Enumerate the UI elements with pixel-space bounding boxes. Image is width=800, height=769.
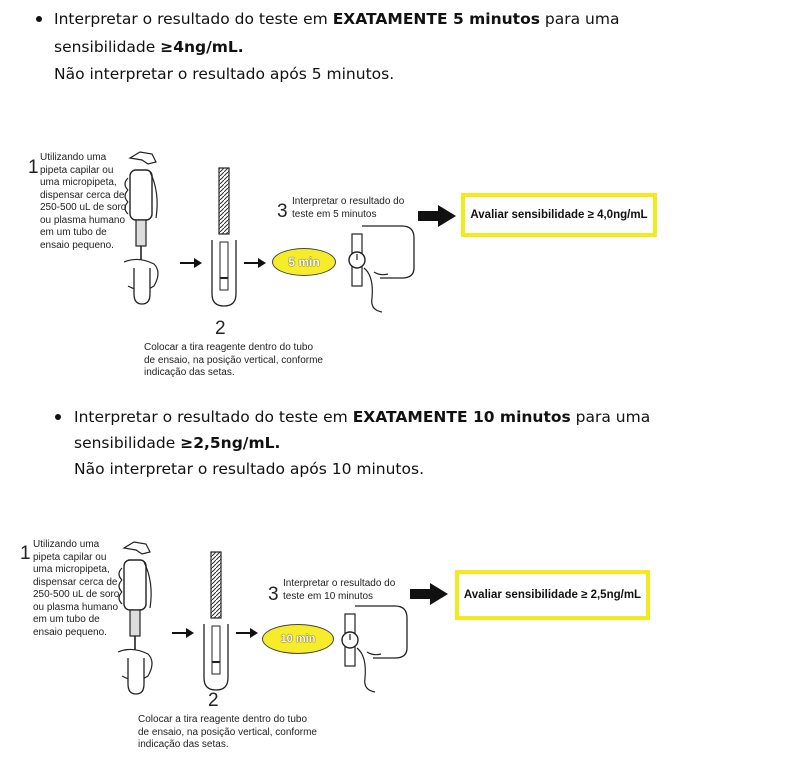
text-line: ensaio pequeno. <box>40 239 114 251</box>
text-line: uma micropipeta, <box>33 564 110 575</box>
text-line: Utilizando uma <box>33 539 100 550</box>
text-line: ensaio pequeno. <box>33 626 107 638</box>
arrow-right-icon <box>236 628 258 638</box>
instruction-line-1 <box>54 6 619 32</box>
text-line: Interpretar o resultado do <box>283 578 396 589</box>
text: para uma <box>570 408 651 426</box>
text-line: pipeta capilar ou <box>33 551 107 563</box>
arrow-right-icon <box>180 258 202 268</box>
text-line: teste em 10 minutos <box>283 590 374 602</box>
text-line: 250-500 uL de soro <box>33 589 120 600</box>
instruction-line-3: Não interpretar o resultado após 10 minutos. <box>74 460 424 478</box>
emphasis: ≥2,5ng/mL. <box>180 434 281 452</box>
bullet-dot <box>36 16 42 22</box>
text: Interpretar o resultado do teste em <box>74 408 353 426</box>
text-line: em um tubo de <box>33 614 100 625</box>
pipette-icon <box>112 540 162 700</box>
step-1-text <box>40 152 126 252</box>
step-3-number: 3 <box>277 201 288 222</box>
step-3-number: 3 <box>268 584 279 605</box>
text-line: ou plasma humano <box>33 601 119 613</box>
step-2-text <box>144 342 323 380</box>
text-line: dispensar cerca de <box>40 189 125 201</box>
text-line: indicação das setas. <box>144 367 235 378</box>
sensitivity-result-box: Avaliar sensibilidade ≥ 2,5ng/mL <box>455 570 650 620</box>
step-1-number: 1 <box>28 157 39 178</box>
wristwatch-icon <box>340 210 420 314</box>
step-2-text <box>138 714 317 752</box>
text-line: ou plasma humano <box>40 214 126 226</box>
bold-arrow-icon <box>418 205 456 227</box>
arrow-right-icon <box>172 628 194 638</box>
pipette-icon <box>118 150 168 310</box>
text-line: uma micropipeta, <box>40 177 117 188</box>
emphasis: ≥4ng/mL. <box>160 38 244 56</box>
timer-badge: 5 min <box>272 248 336 276</box>
arrow-right-icon <box>244 258 266 268</box>
step-1-text <box>33 539 119 639</box>
text-line: Utilizando uma <box>40 152 107 163</box>
text: sensibilidade <box>74 434 181 452</box>
instruction-line-3: Não interpretar o resultado após 5 minutos. <box>54 65 395 83</box>
timer-badge: 10 min <box>262 624 334 654</box>
text-line: 250-500 uL de soro <box>40 202 127 213</box>
instruction-line-2 <box>74 430 280 456</box>
text: para uma <box>539 10 620 28</box>
text-line: pipeta capilar ou <box>40 164 114 176</box>
step-2-number: 2 <box>215 318 226 339</box>
text-line: Colocar a tira reagente dentro do tubo <box>138 714 307 725</box>
text-line: de ensaio, na posição vertical, conforme <box>144 354 323 366</box>
text-line: de ensaio, na posição vertical, conforme <box>138 726 317 738</box>
text-line: dispensar cerca de <box>33 576 118 588</box>
wristwatch-icon <box>333 590 413 694</box>
reagent-strip-icon <box>200 552 232 692</box>
emphasis: EXATAMENTE 10 minutos <box>352 408 571 426</box>
text-line: indicação das setas. <box>138 739 229 750</box>
instruction-line-2 <box>54 34 244 60</box>
text: sensibilidade <box>54 38 161 56</box>
text-line: Interpretar o resultado do <box>292 196 405 207</box>
text-line: Colocar a tira reagente dentro do tubo <box>144 342 313 353</box>
step-1-number: 1 <box>20 543 31 564</box>
instruction-line-1 <box>74 404 650 430</box>
bold-arrow-icon <box>410 583 448 605</box>
reagent-strip-icon <box>208 168 240 308</box>
text-line: teste em 5 minutos <box>292 208 377 220</box>
step-2-number: 2 <box>208 690 219 711</box>
sensitivity-result-box: Avaliar sensibilidade ≥ 4,0ng/mL <box>461 193 657 237</box>
text: Interpretar o resultado do teste em <box>54 10 333 28</box>
emphasis: EXATAMENTE 5 minutos <box>332 10 540 28</box>
text-line: em um tubo de <box>40 227 107 238</box>
bullet-dot <box>55 414 61 420</box>
